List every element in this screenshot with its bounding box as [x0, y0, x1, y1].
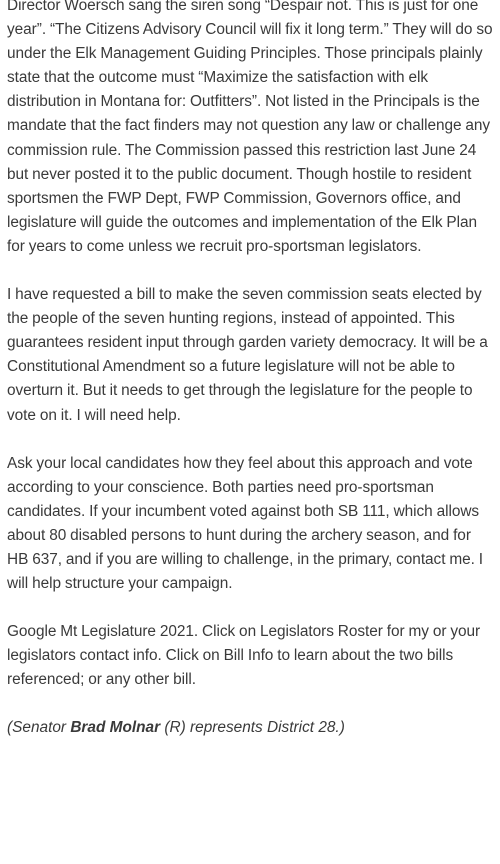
byline-suffix: (R) represents District 28.): [160, 719, 345, 737]
paragraph-elk-plan: Director Woersch sang the siren song “Despair not. This is just for one year”. “The Citizens Advisory Council will fix it long term.” They will do so under the Elk Management Guiding Principles. Those principals plainly state that the outcome must “Maximize the satisfaction with elk distribution in Montana for: Outfitters”. Not listed in the Principals is the mandate that the fact finders may not question any law or challenge any commission rule. The Commission passed this restriction last June 24 but never posted it to the public document. Though hostile to resident sportsmen the FWP Dept, FWP Commission, Governors office, and legislature will guide the outcomes and implementation of the Elk Plan for years to come unless we recruit pro-sportsman legislators.: [7, 0, 493, 255]
paragraph-legislature-info: Google Mt Legislature 2021. Click on Legislators Roster for my or your legislators contact info. Click on Bill Info to learn about the two bills referenced; or any other bill.: [7, 623, 481, 689]
author-byline: [7, 716, 496, 740]
author-name: Brad Molnar: [70, 719, 161, 737]
byline-prefix: (Senator: [7, 719, 71, 737]
paragraph-commission-bill: I have requested a bill to make the seven commission seats elected by the people of the seven hunting regions, instead of appointed. This guarantees resident input through garden variety democracy. It will be a Constitutional Amendment so a future legislature will not be able to overturn it. But it needs to get through the legislature for the people to vote on it. I will need help.: [7, 286, 488, 424]
paragraph-candidates: Ask your local candidates how they feel about this approach and vote according to your conscience. Both parties need pro-sportsman candidates. If your incumbent voted against both SB 111, which allows about 80 disabled persons to hunt during the archery season, and for HB 637, and if you are willing to challenge, in the primary, contact me. I will help structure your campaign.: [7, 454, 484, 593]
